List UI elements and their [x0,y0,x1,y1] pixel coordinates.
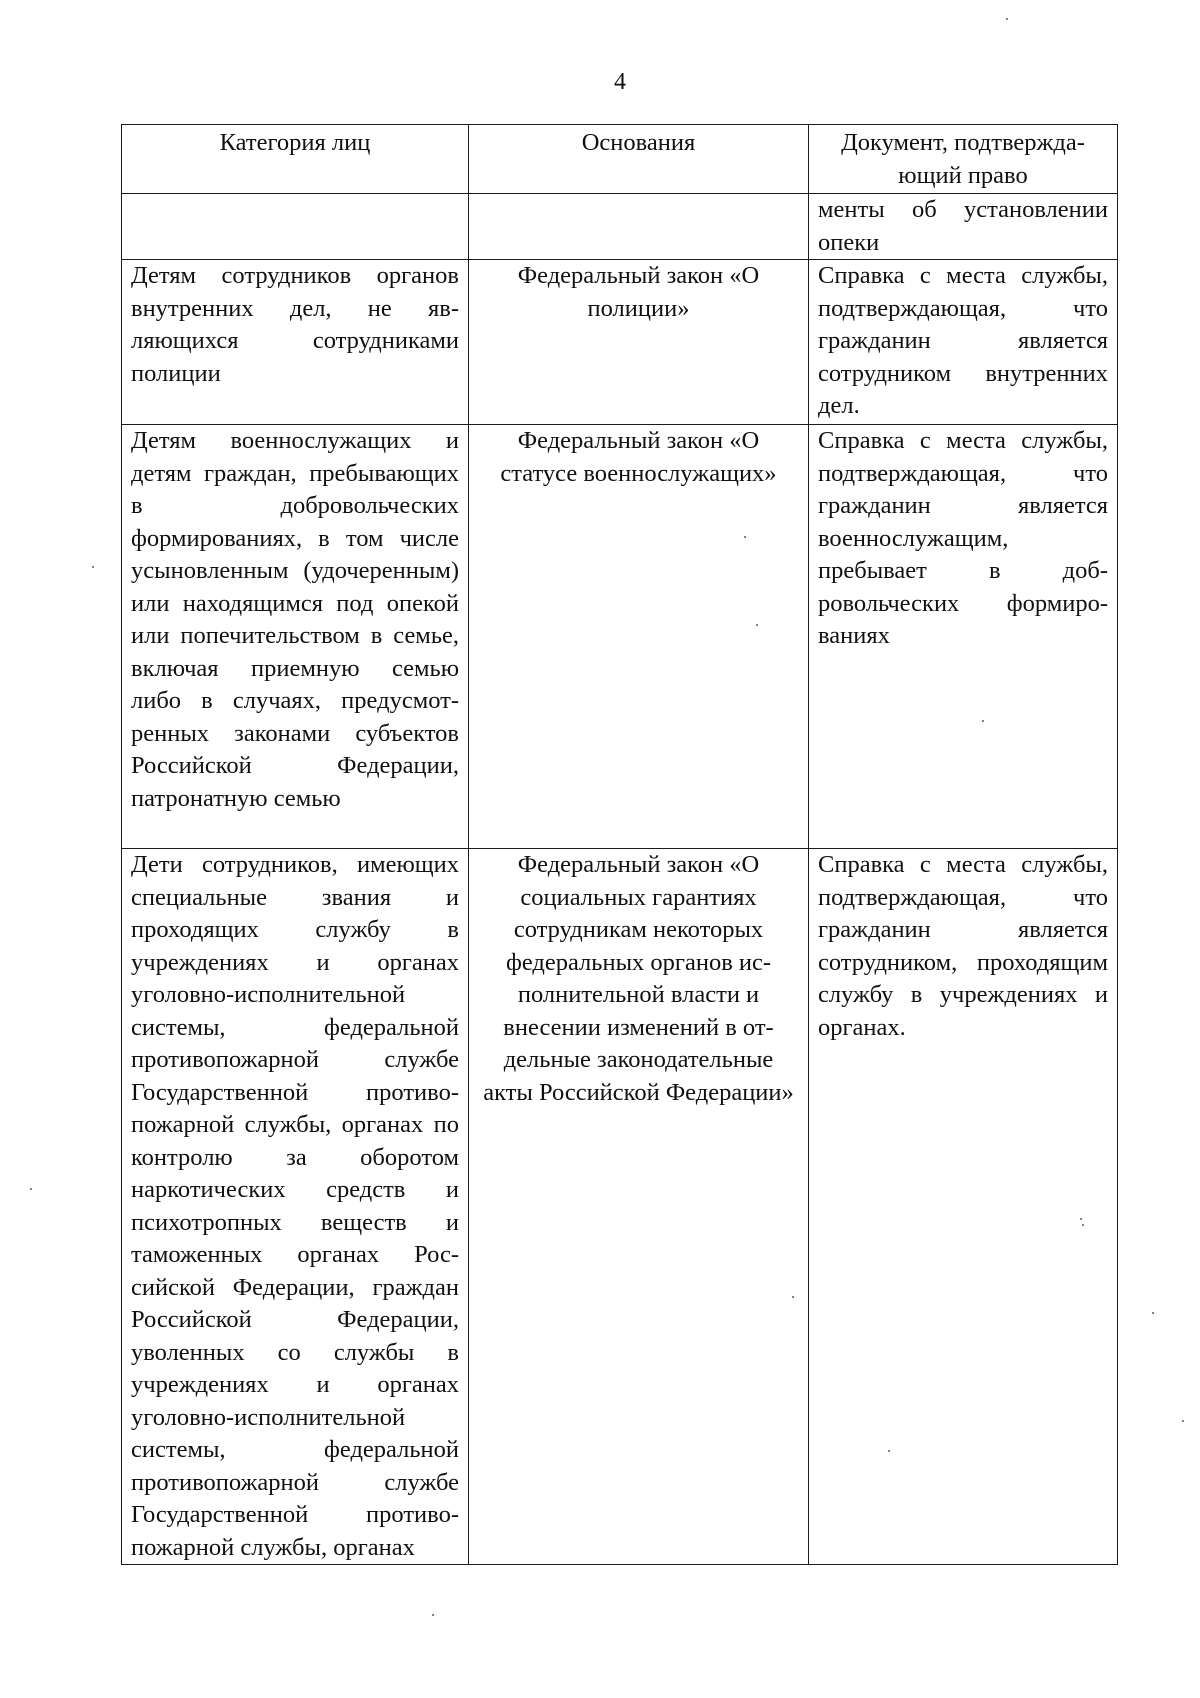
cell-document-text: менты об установлении опеки [818,196,1108,256]
cell-category-text: Детям сотрудников органов внутренних дел, не являющихся сотрудниками полиции [131,262,459,387]
cell-document [809,849,1118,1565]
scan-speck [982,720,984,722]
cell-basis [469,260,809,425]
cell-category [122,194,469,260]
scan-speck [1152,1312,1154,1314]
table-row [122,849,1118,1565]
scan-speck [744,536,746,538]
scan-speck [1080,1218,1082,1220]
cell-category [122,849,469,1565]
page-number: 4 [614,69,626,95]
scan-speck [1082,1224,1084,1226]
table-row [122,425,1118,849]
cell-category-text: Детям военнослужащих и детям граждан, пребывающих в добровольческих формированиях, в том числе усыновленным (удочеренным) или находящимся под опекой или попечительством в семье, включая приемную семью либо в случаях, предусмотренных законами субъектов Российской Федерации, патронатную семью [131,427,459,812]
scan-speck [30,1188,32,1190]
table-header-row [122,125,1118,194]
cell-document-text: Справка с места службы, подтверждающая, что гражданин является сотрудником, проходящим службу в учреждениях и органах. [818,851,1108,1041]
cell-document [809,194,1118,260]
table-row-continuation [122,194,1118,260]
cell-category [122,260,469,425]
cell-basis [469,194,809,260]
cell-document [809,260,1118,425]
cell-document-text: Справка с места службы, подтверждающая, что гражданин является военнослужащим, пребывает в добровольческих формированиях [818,427,1108,649]
scan-speck [432,1614,434,1616]
cell-category [122,425,469,849]
scan-speck [92,566,94,568]
cell-basis-text: Федеральный закон «О полиции» [517,262,760,322]
header-category: Категория лиц [122,125,469,194]
scan-speck [792,1296,794,1298]
cell-category-text: Дети сотрудников, имеющих специальные звания и проходящих службу в учреждениях и органах уголовно-исполнительной системы, федеральной противопожарной службе Государственной противопожарной службы, органах по контролю за оборотом наркотических средств и психотропных веществ и таможенных органах Российской Федерации, граждан Российской Федерации, уволенных со службы в учреждениях и органах уголовно-исполнительной системы, федеральной противопожарной службе Государственной противопожарной службы, органах [131,851,459,1561]
header-document: Документ, подтверждающий право [809,125,1118,194]
scan-speck [756,624,758,626]
cell-document-text: Справка с места службы, подтверждающая, что гражданин является сотрудником внутренних дел. [818,262,1108,419]
cell-basis-text: Федеральный закон «О социальных гарантиях сотрудникам некоторых федеральных органов исполнительной власти и внесении изменений в отдельные законодательные акты Российской Федерации» [483,851,794,1106]
scan-speck [1006,18,1008,20]
cell-basis [469,425,809,849]
cell-basis-text: Федеральный закон «О статусе военнослужащих» [500,427,777,487]
header-basis: Основания [469,125,809,194]
eligibility-table [121,124,1118,1565]
scan-speck [1182,1420,1184,1422]
scan-speck [888,1450,890,1452]
table-row [122,260,1118,425]
cell-document [809,425,1118,849]
cell-basis [469,849,809,1565]
